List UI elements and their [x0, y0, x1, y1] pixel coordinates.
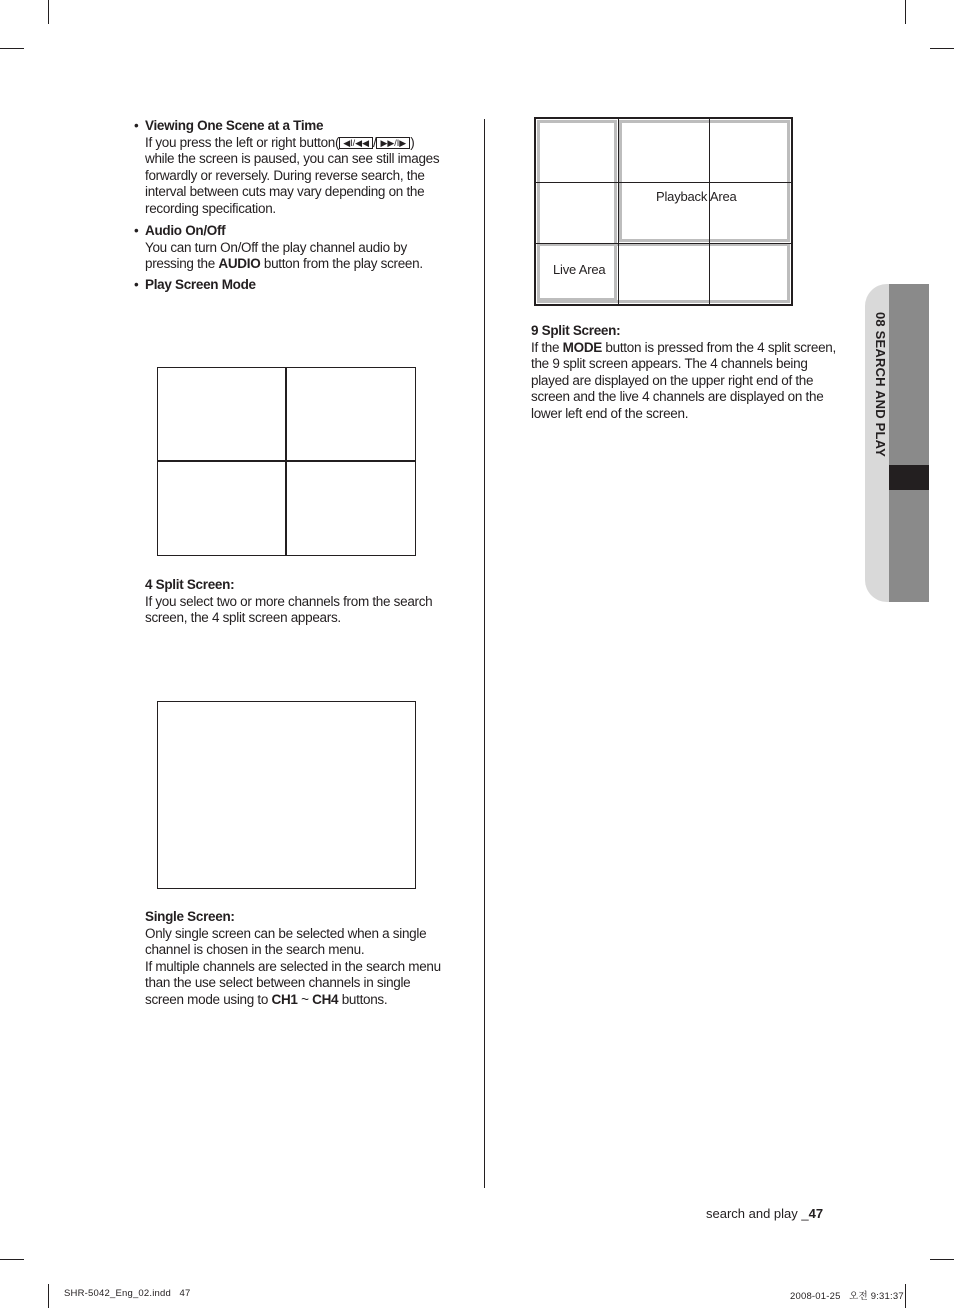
nine-split-text: If the	[531, 339, 563, 355]
mode-button-name: MODE	[562, 339, 602, 355]
four-split-vdivider	[285, 367, 287, 556]
nine-split-vdivider-1	[618, 119, 619, 304]
playback-area-highlight	[619, 120, 790, 242]
ch4-button-name: CH4	[312, 991, 339, 1007]
chapter-tab-marker	[889, 465, 929, 490]
audio-section	[145, 223, 435, 273]
nine-split-hdivider-2	[536, 243, 791, 244]
four-split-diagram	[157, 367, 416, 556]
four-split-section	[145, 577, 440, 627]
crop-mark	[0, 48, 24, 49]
crop-mark	[48, 0, 49, 24]
single-title: Single Screen:	[145, 909, 235, 924]
single-line1: Only single screen can be selected when a single channel is chosen in the search menu.	[145, 925, 427, 958]
single-line2-post: buttons.	[338, 991, 388, 1007]
audio-text-post: button from the play screen.	[260, 256, 423, 272]
page-number: 47	[808, 1206, 824, 1221]
crop-mark	[905, 1284, 906, 1308]
viewing-line	[145, 135, 445, 152]
crop-mark	[48, 1284, 49, 1308]
chapter-tab-band	[889, 284, 929, 602]
slug-file: SHR-5042_Eng_02.indd 47	[64, 1288, 191, 1299]
bullet-dot: •	[134, 277, 139, 292]
key-separator: /	[372, 134, 377, 150]
crop-mark	[930, 48, 954, 49]
live-area-label: Live Area	[553, 262, 606, 277]
nine-split-title: 9 Split Screen:	[531, 323, 621, 338]
nine-split-text-post: button is pressed from the 4 split screen, the 9 split screen appears. The 4 channels being played are displayed on the upper right end of the screen and the live 4 channels are displayed on the lower left end of the screen.	[531, 339, 836, 421]
crop-mark	[0, 1259, 24, 1260]
single-line2-text: If multiple channels are selected in the search menu than the use select between channels in single screen mode using to	[145, 958, 441, 1007]
nine-split-section	[531, 323, 836, 423]
page-footer	[706, 1206, 823, 1221]
bullet-dot: •	[134, 118, 139, 133]
single-section	[145, 909, 447, 1009]
range-separator: ~	[297, 991, 313, 1007]
viewing-text-after: )	[410, 134, 415, 150]
viewing-section	[145, 118, 445, 218]
audio-body	[145, 240, 435, 273]
single-screen-diagram	[157, 701, 416, 889]
single-line2	[145, 959, 447, 1009]
audio-button-name: AUDIO	[218, 256, 261, 272]
crop-mark	[905, 0, 906, 24]
viewing-title: Viewing One Scene at a Time	[145, 118, 324, 133]
four-split-body: If you select two or more channels from the search screen, the 4 split screen appears.	[145, 593, 433, 626]
viewing-text-before: If you press the left or right button(	[145, 134, 340, 150]
forward-step-key: ▶▶/I▶	[376, 137, 410, 149]
audio-text: You can turn On/Off the play channel audio by pressing the	[145, 239, 407, 272]
crop-mark	[930, 1259, 954, 1260]
rewind-step-key: ◀I/◀◀	[339, 137, 373, 149]
footer-text: search and play _	[706, 1206, 809, 1221]
nine-split-body	[531, 340, 836, 423]
ch1-button-name: CH1	[271, 991, 298, 1007]
playback-area-label: Playback Area	[656, 189, 737, 204]
viewing-body: while the screen is paused, you can see still images forwardly or reversely. During reverse search, the interval between cuts may vary depending on the recording specification.	[145, 151, 440, 216]
bullet-dot: •	[134, 223, 139, 238]
four-split-hdivider	[157, 460, 416, 462]
chapter-label: 08 SEARCH AND PLAY	[873, 312, 888, 457]
four-split-title: 4 Split Screen:	[145, 577, 235, 592]
slug-date: 2008-01-25 오전 9:31:37	[790, 1291, 904, 1302]
audio-title: Audio On/Off	[145, 223, 226, 238]
nine-split-hdivider-1	[536, 182, 791, 183]
nine-split-vdivider-2	[709, 119, 710, 304]
column-divider	[484, 119, 485, 1188]
mode-title: Play Screen Mode	[145, 277, 256, 292]
